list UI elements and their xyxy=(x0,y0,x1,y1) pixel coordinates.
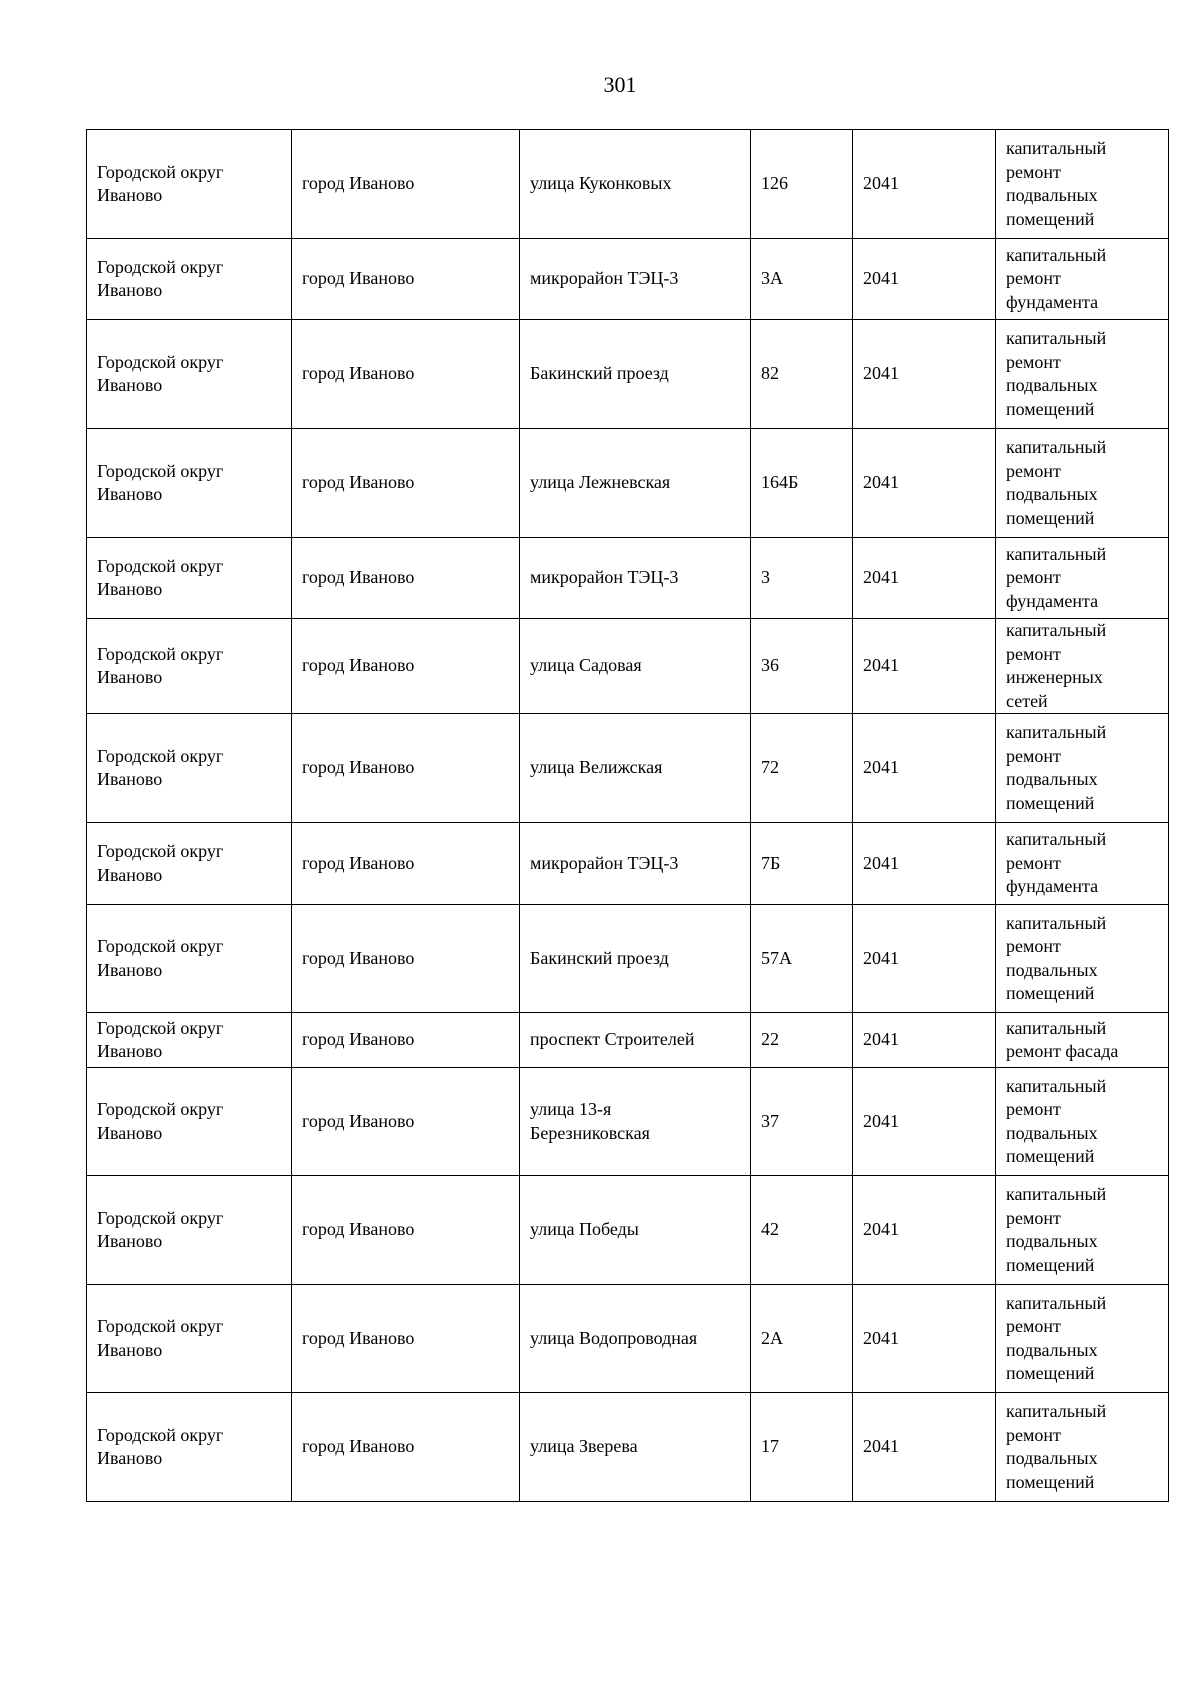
street-cell-text: микрорайон ТЭЦ-3 xyxy=(530,268,679,289)
house-number-cell xyxy=(751,1176,853,1285)
work-type-cell-text: капитальный ремонт подвальных помещений xyxy=(1006,722,1107,813)
district-cell xyxy=(87,320,292,429)
house-number-cell xyxy=(751,239,853,320)
house-number-cell-text: 7Б xyxy=(761,852,781,873)
district-cell-text: Городской округ Иваново xyxy=(97,1099,224,1143)
street-cell-text: Бакинский проезд xyxy=(530,947,669,968)
year-cell-text: 2041 xyxy=(863,1110,899,1131)
street-cell xyxy=(520,1068,751,1176)
city-cell xyxy=(292,1393,520,1502)
district-cell-text: Городской округ Иваново xyxy=(97,841,224,885)
year-cell-text: 2041 xyxy=(863,567,899,588)
table-row xyxy=(87,1013,1169,1068)
work-type-cell xyxy=(996,1285,1169,1393)
district-cell xyxy=(87,1285,292,1393)
work-type-cell-text: капитальный ремонт фасада xyxy=(1006,1017,1119,1061)
year-cell xyxy=(853,823,996,905)
house-number-cell xyxy=(751,905,853,1013)
work-type-cell-text: капитальный ремонт подвальных помещений xyxy=(1006,912,1107,1003)
street-cell xyxy=(520,619,751,714)
city-cell-text: город Иваново xyxy=(302,173,415,194)
street-cell-text: улица Садовая xyxy=(530,655,642,676)
work-type-cell-text: капитальный ремонт фундамента xyxy=(1006,244,1107,312)
house-number-cell-text: 22 xyxy=(761,1029,779,1050)
table-row xyxy=(87,619,1169,714)
city-cell xyxy=(292,429,520,538)
street-cell xyxy=(520,714,751,823)
city-cell xyxy=(292,714,520,823)
year-cell-text: 2041 xyxy=(863,472,899,493)
year-cell xyxy=(853,905,996,1013)
table-row xyxy=(87,429,1169,538)
city-cell-text: город Иваново xyxy=(302,1110,415,1131)
year-cell xyxy=(853,714,996,823)
district-cell xyxy=(87,619,292,714)
city-cell xyxy=(292,239,520,320)
street-cell-text: улица Победы xyxy=(530,1219,639,1240)
house-number-cell-text: 57А xyxy=(761,947,792,968)
district-cell xyxy=(87,714,292,823)
work-type-cell xyxy=(996,320,1169,429)
district-cell xyxy=(87,130,292,239)
work-type-cell-text: капитальный ремонт подвальных помещений xyxy=(1006,328,1107,419)
year-cell-text: 2041 xyxy=(863,1029,899,1050)
city-cell-text: город Иваново xyxy=(302,655,415,676)
work-type-cell xyxy=(996,130,1169,239)
work-type-cell xyxy=(996,429,1169,538)
street-cell xyxy=(520,823,751,905)
year-cell-text: 2041 xyxy=(863,1436,899,1457)
district-cell xyxy=(87,538,292,619)
work-type-cell xyxy=(996,239,1169,320)
street-cell-text: Бакинский проезд xyxy=(530,363,669,384)
street-cell xyxy=(520,1285,751,1393)
street-cell xyxy=(520,1013,751,1068)
city-cell xyxy=(292,1068,520,1176)
district-cell-text: Городской округ Иваново xyxy=(97,555,224,599)
district-cell-text: Городской округ Иваново xyxy=(97,745,224,789)
house-number-cell xyxy=(751,538,853,619)
street-cell xyxy=(520,429,751,538)
district-cell-text: Городской округ Иваново xyxy=(97,1424,224,1468)
house-number-cell-text: 3 xyxy=(761,567,770,588)
district-cell-text: Городской округ Иваново xyxy=(97,161,224,205)
city-cell-text: город Иваново xyxy=(302,268,415,289)
work-type-cell-text: капитальный ремонт фундамента xyxy=(1006,829,1107,897)
table-row xyxy=(87,905,1169,1013)
city-cell-text: город Иваново xyxy=(302,1436,415,1457)
year-cell-text: 2041 xyxy=(863,363,899,384)
street-cell-text: микрорайон ТЭЦ-3 xyxy=(530,567,679,588)
house-number-cell xyxy=(751,823,853,905)
street-cell-text: проспект Строителей xyxy=(530,1029,695,1050)
house-number-cell xyxy=(751,1393,853,1502)
work-type-cell xyxy=(996,1393,1169,1502)
street-cell-text: улица Велижская xyxy=(530,757,663,778)
district-cell-text: Городской округ Иваново xyxy=(97,1017,224,1061)
street-cell xyxy=(520,905,751,1013)
district-cell xyxy=(87,823,292,905)
year-cell xyxy=(853,1285,996,1393)
city-cell xyxy=(292,1285,520,1393)
house-number-cell xyxy=(751,714,853,823)
work-type-cell xyxy=(996,714,1169,823)
work-type-cell-text: капитальный ремонт фундамента xyxy=(1006,543,1107,611)
work-type-cell xyxy=(996,823,1169,905)
table-row xyxy=(87,239,1169,320)
year-cell-text: 2041 xyxy=(863,852,899,873)
year-cell xyxy=(853,1068,996,1176)
table-row xyxy=(87,823,1169,905)
year-cell-text: 2041 xyxy=(863,1327,899,1348)
district-cell-text: Городской округ Иваново xyxy=(97,936,224,980)
housing-repair-table xyxy=(86,129,1169,1502)
district-cell-text: Городской округ Иваново xyxy=(97,1207,224,1251)
street-cell xyxy=(520,538,751,619)
work-type-cell xyxy=(996,1068,1169,1176)
work-type-cell-text: капитальный ремонт подвальных помещений xyxy=(1006,1184,1107,1275)
table-row xyxy=(87,714,1169,823)
city-cell-text: город Иваново xyxy=(302,472,415,493)
work-type-cell-text: капитальный ремонт подвальных помещений xyxy=(1006,138,1107,229)
street-cell-text: микрорайон ТЭЦ-3 xyxy=(530,852,679,873)
table-row xyxy=(87,1393,1169,1502)
house-number-cell-text: 36 xyxy=(761,655,779,676)
table-row xyxy=(87,538,1169,619)
city-cell xyxy=(292,538,520,619)
work-type-cell xyxy=(996,1013,1169,1068)
district-cell xyxy=(87,1068,292,1176)
page-number: 301 xyxy=(603,72,637,97)
table-row xyxy=(87,1068,1169,1176)
city-cell xyxy=(292,905,520,1013)
house-number-cell-text: 17 xyxy=(761,1436,779,1457)
year-cell xyxy=(853,538,996,619)
year-cell xyxy=(853,619,996,714)
year-cell xyxy=(853,1013,996,1068)
table-body xyxy=(87,130,1169,1502)
house-number-cell-text: 37 xyxy=(761,1110,779,1131)
street-cell-text: улица Зверева xyxy=(530,1436,638,1457)
work-type-cell-text: капитальный ремонт подвальных помещений xyxy=(1006,1401,1107,1492)
year-cell xyxy=(853,429,996,538)
work-type-cell xyxy=(996,905,1169,1013)
year-cell xyxy=(853,239,996,320)
district-cell-text: Городской округ Иваново xyxy=(97,256,224,300)
street-cell xyxy=(520,130,751,239)
year-cell-text: 2041 xyxy=(863,947,899,968)
year-cell xyxy=(853,130,996,239)
house-number-cell-text: 3А xyxy=(761,268,783,289)
year-cell-text: 2041 xyxy=(863,1219,899,1240)
work-type-cell xyxy=(996,619,1169,714)
house-number-cell xyxy=(751,130,853,239)
city-cell-text: город Иваново xyxy=(302,1029,415,1050)
street-cell xyxy=(520,1176,751,1285)
street-cell-text: улица Куконковых xyxy=(530,173,672,194)
house-number-cell-text: 42 xyxy=(761,1219,779,1240)
table-row xyxy=(87,1285,1169,1393)
street-cell xyxy=(520,1393,751,1502)
city-cell-text: город Иваново xyxy=(302,852,415,873)
city-cell xyxy=(292,130,520,239)
house-number-cell-text: 126 xyxy=(761,173,788,194)
house-number-cell xyxy=(751,1013,853,1068)
house-number-cell xyxy=(751,619,853,714)
house-number-cell xyxy=(751,320,853,429)
year-cell xyxy=(853,1176,996,1285)
table-row xyxy=(87,1176,1169,1285)
table-row xyxy=(87,130,1169,239)
city-cell-text: город Иваново xyxy=(302,567,415,588)
street-cell xyxy=(520,320,751,429)
street-cell-text: улица 13-я Березниковская xyxy=(530,1099,650,1143)
district-cell xyxy=(87,429,292,538)
work-type-cell xyxy=(996,538,1169,619)
work-type-cell-text: капитальный ремонт подвальных помещений xyxy=(1006,1075,1107,1166)
district-cell xyxy=(87,1013,292,1068)
city-cell xyxy=(292,619,520,714)
year-cell xyxy=(853,320,996,429)
city-cell-text: город Иваново xyxy=(302,363,415,384)
house-number-cell xyxy=(751,1285,853,1393)
city-cell xyxy=(292,1176,520,1285)
district-cell xyxy=(87,905,292,1013)
city-cell-text: город Иваново xyxy=(302,1219,415,1240)
city-cell-text: город Иваново xyxy=(302,947,415,968)
district-cell xyxy=(87,1176,292,1285)
work-type-cell-text: капитальный ремонт подвальных помещений xyxy=(1006,1292,1107,1383)
work-type-cell-text: капитальный ремонт инженерных сетей xyxy=(1006,620,1107,711)
house-number-cell-text: 2А xyxy=(761,1327,783,1348)
year-cell-text: 2041 xyxy=(863,655,899,676)
house-number-cell xyxy=(751,1068,853,1176)
year-cell-text: 2041 xyxy=(863,173,899,194)
district-cell-text: Городской округ Иваново xyxy=(97,1316,224,1360)
year-cell-text: 2041 xyxy=(863,757,899,778)
house-number-cell xyxy=(751,429,853,538)
work-type-cell-text: капитальный ремонт подвальных помещений xyxy=(1006,437,1107,528)
street-cell-text: улица Лежневская xyxy=(530,472,671,493)
district-cell-text: Городской округ Иваново xyxy=(97,643,224,687)
year-cell-text: 2041 xyxy=(863,268,899,289)
city-cell xyxy=(292,823,520,905)
district-cell-text: Городской округ Иваново xyxy=(97,351,224,395)
work-type-cell xyxy=(996,1176,1169,1285)
street-cell xyxy=(520,239,751,320)
city-cell xyxy=(292,1013,520,1068)
city-cell-text: город Иваново xyxy=(302,1327,415,1348)
house-number-cell-text: 72 xyxy=(761,757,779,778)
house-number-cell-text: 164Б xyxy=(761,472,799,493)
year-cell xyxy=(853,1393,996,1502)
table-row xyxy=(87,320,1169,429)
district-cell xyxy=(87,1393,292,1502)
district-cell-text: Городской округ Иваново xyxy=(97,460,224,504)
street-cell-text: улица Водопроводная xyxy=(530,1327,698,1348)
city-cell-text: город Иваново xyxy=(302,757,415,778)
city-cell xyxy=(292,320,520,429)
house-number-cell-text: 82 xyxy=(761,363,779,384)
district-cell xyxy=(87,239,292,320)
